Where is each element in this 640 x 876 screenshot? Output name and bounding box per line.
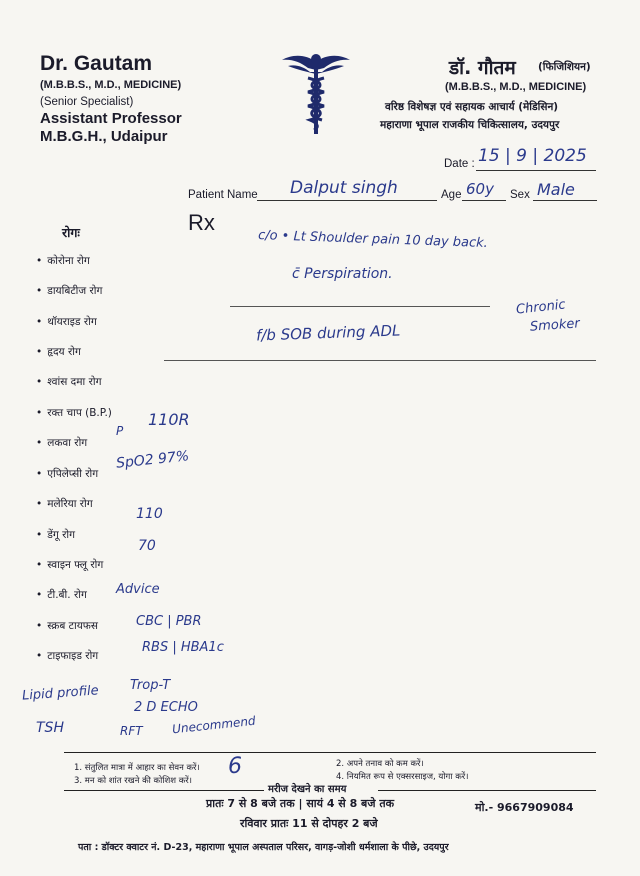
investigation-2: RBS | HBA1c bbox=[142, 640, 224, 655]
investigation-5: 2 D ECHO bbox=[134, 700, 198, 715]
disease-item: • टाइफाइड रोग bbox=[36, 649, 98, 663]
disease-item: • डायबिटीज रोग bbox=[36, 284, 102, 298]
clinic-address: पता : डॉक्टर क्वाटर नं. D-23, महाराणा भूपाल अस्पताल परिसर, वागड़-जोशी धर्मशाला के पीछे, उदयपुर bbox=[78, 842, 449, 853]
disease-item: • डेंगू रोग bbox=[36, 528, 75, 542]
date-label: Date : bbox=[444, 158, 475, 170]
age-line bbox=[462, 200, 506, 201]
age-label: Age bbox=[441, 189, 462, 201]
sex-label: Sex bbox=[510, 189, 530, 201]
investigation-3: Lipid profile bbox=[21, 683, 100, 704]
disease-item: • एपिलेप्सी रोग bbox=[36, 467, 98, 481]
advice-note: Advice bbox=[116, 582, 160, 597]
patient-name-line bbox=[257, 200, 437, 201]
rule-line-2 bbox=[164, 360, 596, 361]
disease-item: • थॉयराइड रोग bbox=[36, 315, 97, 329]
vital-value-1: 110 bbox=[136, 506, 163, 522]
timing-weekday: प्रातः 7 से 8 बजे तक | सायं 4 से 8 बजे तक bbox=[206, 797, 395, 810]
caduceus-logo bbox=[280, 50, 352, 136]
spo2-value: SpO2 97% bbox=[115, 448, 190, 472]
disease-item: • श्वांस दमा रोग bbox=[36, 375, 102, 389]
handwritten-mark: 6 bbox=[228, 754, 242, 779]
disease-item: • कोरोना रोग bbox=[36, 254, 90, 268]
disease-item: • मलेरिया रोग bbox=[36, 497, 93, 511]
health-tip-1: 1. संतुलित मात्रा में आहार का सेवन करें। bbox=[74, 763, 200, 773]
disease-item: • रक्त चाप (B.P.) bbox=[36, 406, 112, 420]
timing-sunday: रविवार प्रातः 11 से दोपहर 2 बजे bbox=[240, 817, 378, 830]
sex-value: Male bbox=[537, 180, 575, 199]
doctor-title-en: Assistant Professor bbox=[40, 110, 182, 127]
patient-name-value: Dalput singh bbox=[290, 178, 398, 198]
disease-item: • हृदय रोग bbox=[36, 345, 81, 359]
doctor-hospital-en: M.B.G.H., Udaipur bbox=[40, 128, 168, 145]
doctor-degrees-hi-side: (M.B.B.S., M.D., MEDICINE) bbox=[445, 81, 587, 93]
smoker-note: Smoker bbox=[529, 316, 581, 335]
patient-name-label: Patient Name bbox=[188, 189, 258, 201]
rx-symbol: Rx bbox=[188, 210, 215, 235]
chronic-note: Chronic bbox=[515, 297, 567, 318]
disease-item: • स्वाइन फ्लू रोग bbox=[36, 558, 103, 572]
complaint-line-2: c̄ Perspiration. bbox=[292, 266, 393, 282]
investigation-6: TSH bbox=[36, 720, 64, 736]
date-value: 15 | 9 | 2025 bbox=[478, 146, 587, 166]
timing-rule-left bbox=[64, 790, 264, 791]
doctor-role-en: (Senior Specialist) bbox=[40, 96, 134, 108]
disease-item: • स्क्रब टायफस bbox=[36, 619, 98, 633]
disease-item: • लकवा रोग bbox=[36, 436, 87, 450]
investigation-1: CBC | PBR bbox=[136, 614, 202, 629]
bp-value: 110R bbox=[148, 410, 190, 429]
health-tip-2: 2. अपने तनाव को कम करें। bbox=[336, 759, 424, 769]
rule-line-1 bbox=[230, 306, 490, 307]
doctor-specialty-hi: (फिजिशियन) bbox=[538, 61, 591, 73]
investigation-8: Unecommend bbox=[171, 713, 257, 737]
timing-title: मरीज देखने का समय bbox=[268, 784, 347, 795]
doctor-degrees-en: (M.B.B.S., M.D., MEDICINE) bbox=[40, 79, 182, 91]
diseases-heading: रोगः bbox=[62, 225, 80, 240]
doctor-hospital-hi: महाराणा भूपाल राजकीय चिकित्सालय, उदयपुर bbox=[380, 119, 560, 131]
doctor-name-en: Dr. Gautam bbox=[40, 52, 153, 75]
date-line bbox=[476, 170, 596, 171]
health-tip-4: 4. नियमित रूप से एक्सरसाइज, योगा करें। bbox=[336, 772, 469, 782]
vital-value-2: 70 bbox=[138, 538, 156, 554]
disease-item: • टी.बी. रोग bbox=[36, 588, 87, 602]
complaint-line-3: f/b SOB during ADL bbox=[255, 321, 401, 345]
doctor-role-hi: वरिष्ठ विशेषज्ञ एवं सहायक आचार्य (मेडिसिन) bbox=[385, 101, 559, 113]
age-value: 60y bbox=[466, 180, 494, 198]
complaint-line-1: c/o • Lt Shoulder pain 10 day back. bbox=[257, 227, 489, 252]
health-tip-3: 3. मन को शांत रखने की कोशिश करें। bbox=[74, 776, 192, 786]
pr-mark: P bbox=[116, 424, 124, 438]
footer-top-rule bbox=[64, 752, 596, 753]
doctor-name-hi: डॉ. गौतम bbox=[449, 57, 516, 79]
mobile-number: मो.- 9667909084 bbox=[475, 801, 574, 814]
investigation-4: Trop-T bbox=[130, 678, 171, 693]
timing-rule-right bbox=[378, 790, 596, 791]
sex-line bbox=[533, 200, 597, 201]
investigation-7: RFT bbox=[120, 724, 143, 738]
